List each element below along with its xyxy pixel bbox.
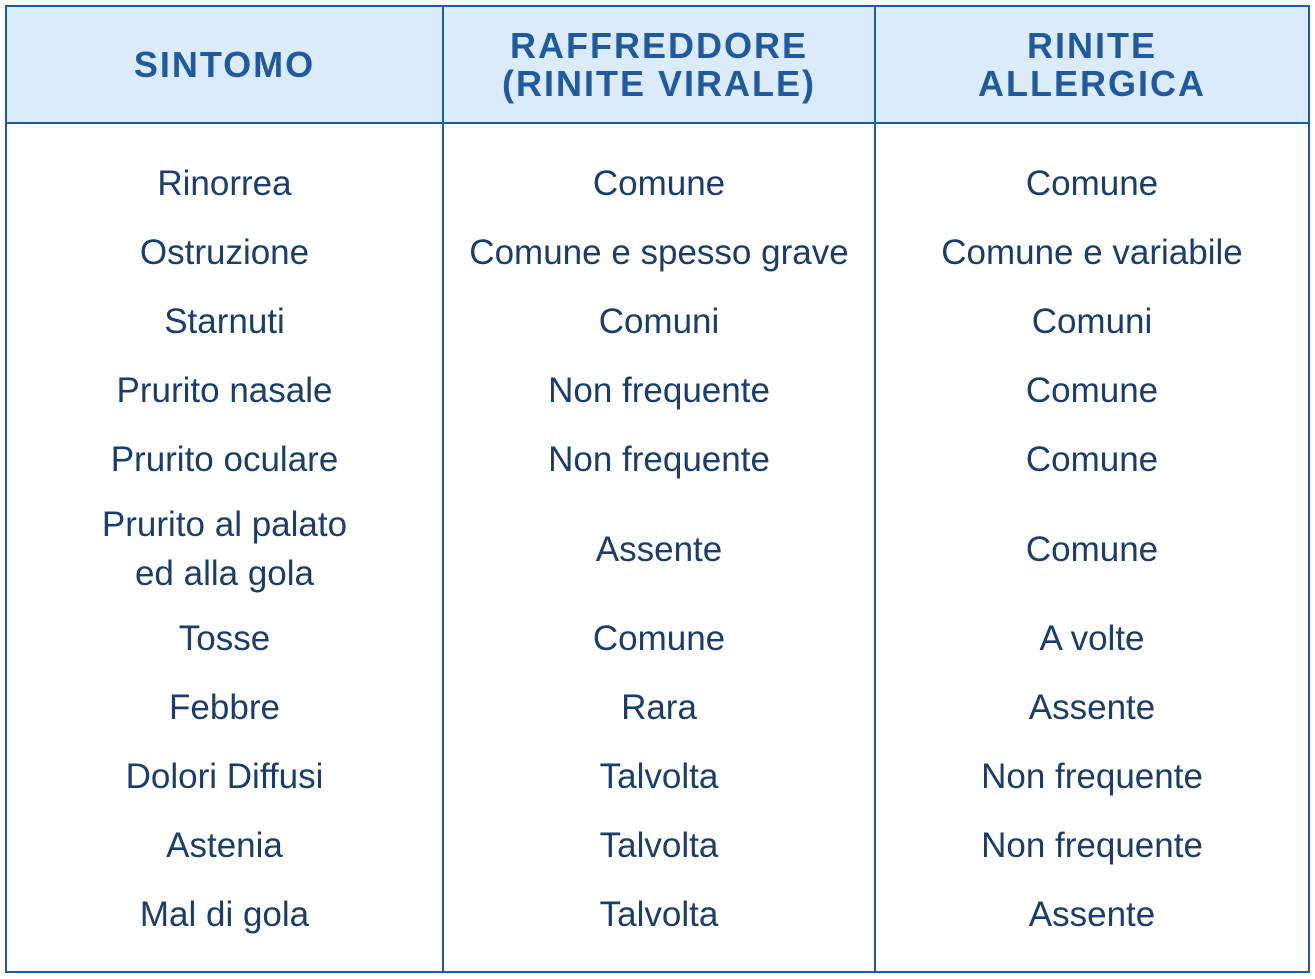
- raffreddore-cell: Assente: [595, 529, 723, 569]
- table-row: [7, 811, 1308, 880]
- table-row: [7, 494, 1308, 604]
- rinite-allergica-cell: Comuni: [1031, 302, 1153, 341]
- rinite-allergica-cell: Comune: [1025, 164, 1159, 203]
- table-row: [7, 742, 1308, 811]
- table-row: [7, 880, 1308, 949]
- raffreddore-cell: Comune e spesso grave: [469, 233, 849, 272]
- table-row: [7, 149, 1308, 218]
- rinite-allergica-cell: A volte: [1039, 619, 1145, 658]
- raffreddore-cell: Talvolta: [599, 757, 719, 796]
- rinite-allergica-cell: Comune: [1025, 371, 1159, 410]
- raffreddore-cell: Rara: [621, 688, 697, 727]
- table-row: [7, 425, 1308, 494]
- symptom-cell: Mal di gola: [139, 895, 310, 934]
- header-raffreddore: RAFFREDDORE (RINITE VIRALE): [502, 24, 816, 104]
- header-rinite-allergica: RINITE ALLERGICA: [978, 24, 1206, 104]
- rinite-allergica-cell: Non frequente: [981, 757, 1203, 796]
- symptom-cell: Astenia: [166, 826, 283, 865]
- rinite-allergica-cell: Assente: [1028, 688, 1156, 727]
- rinite-allergica-cell: Non frequente: [981, 826, 1203, 865]
- rinite-allergica-cell: Comune: [1025, 529, 1159, 569]
- table-row: [7, 604, 1308, 673]
- symptom-cell: Tosse: [178, 619, 271, 658]
- table-row: [7, 673, 1308, 742]
- raffreddore-cell: Non frequente: [548, 371, 770, 410]
- raffreddore-cell: Comune: [592, 164, 726, 203]
- table-row: [7, 356, 1308, 425]
- rinite-allergica-cell: Comune e variabile: [941, 233, 1243, 272]
- header-sintomo: SINTOMO: [133, 43, 316, 85]
- table-row: [7, 287, 1308, 356]
- symptom-cell: Prurito al palato ed alla gola: [101, 505, 348, 593]
- symptom-cell: Prurito oculare: [110, 440, 339, 479]
- symptom-cell: Dolori Diffusi: [125, 757, 324, 796]
- raffreddore-cell: Non frequente: [548, 440, 770, 479]
- column-divider: [874, 7, 876, 971]
- symptom-cell: Ostruzione: [139, 233, 310, 272]
- symptom-cell: Febbre: [169, 688, 280, 727]
- symptom-cell: Starnuti: [164, 302, 285, 341]
- table-row: [7, 218, 1308, 287]
- symptom-cell: Rinorrea: [157, 164, 292, 203]
- column-divider: [442, 7, 444, 971]
- raffreddore-cell: Talvolta: [599, 826, 719, 865]
- table-header: [7, 7, 1308, 124]
- comparison-table: [5, 5, 1310, 973]
- rinite-allergica-cell: Comune: [1025, 440, 1159, 479]
- raffreddore-cell: Comune: [592, 619, 726, 658]
- raffreddore-cell: Comuni: [598, 302, 720, 341]
- raffreddore-cell: Talvolta: [599, 895, 719, 934]
- rinite-allergica-cell: Assente: [1028, 895, 1156, 934]
- symptom-cell: Prurito nasale: [116, 371, 333, 410]
